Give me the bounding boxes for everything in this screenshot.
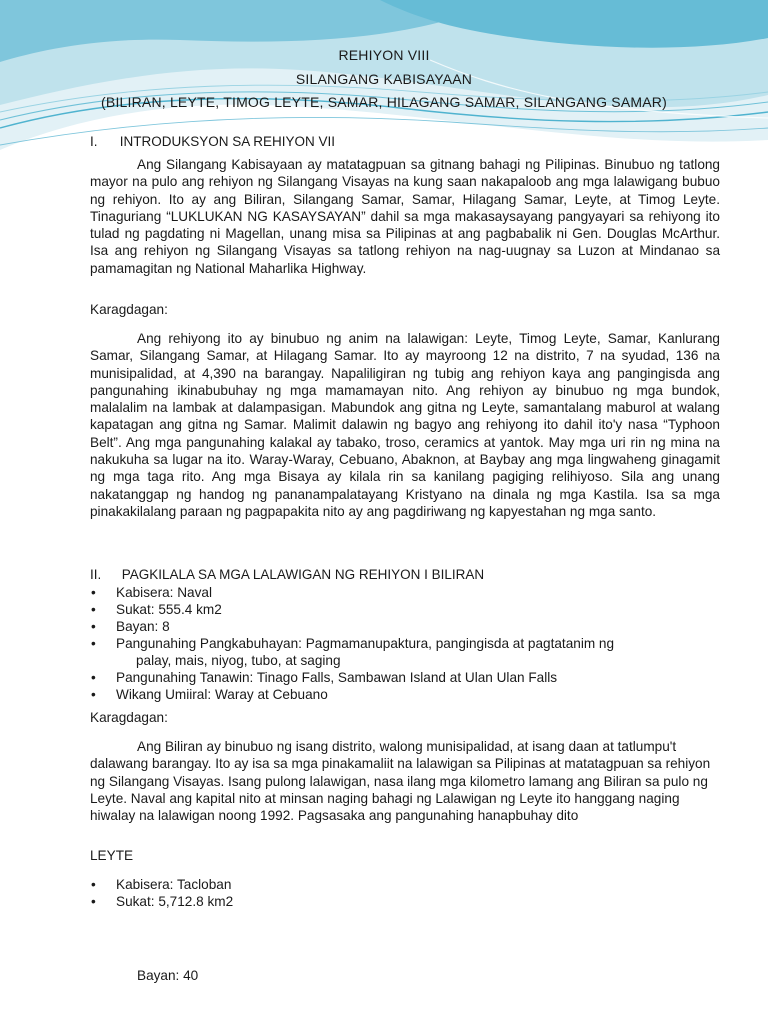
list-item: • Pangunahing Pangkabuhayan: Pagmamanupaktura, pangingisda at pagtatanim ng palay, mais, niyog, tubo, at saging bbox=[90, 635, 730, 669]
list-item: • Sukat: 555.4 km2 bbox=[90, 601, 730, 618]
section-1-paragraph: Ang Silangang Kabisayaan ay matatagpuan sa gitnang bahagi ng Pilipinas. Binubuo ng tatlong mayor na pulo ang rehiyon ng Silangang Visayas na kung saan nakapaloob ang mga lalawigang bubuo ng rehiyon. Ito ay ang Biliran, Silangang Samar, Samar, Hilagang Samar, Leyte, at Timog Leyte. Tinaguriang “LUKLUKAN NG KASAYSAYAN” dahil sa mga makasaysayang pangyayari sa rehiyong ito tulad ng pagdating ni Magellan, unang misa sa Pilipinas at ang pagbabalik ni Gen. Douglas McArthur. Isa ang rehiyon ng Silangang Visayas sa tatlong rehiyon na nag-uugnay sa Luzon at Mindanao sa pamamagitan ng National Maharlika Highway. bbox=[90, 157, 720, 276]
leyte-bayan: Bayan: 40 bbox=[137, 968, 199, 983]
section-1-heading bbox=[90, 134, 335, 149]
list-item-continuation: palay, mais, niyog, tubo, at saging bbox=[136, 653, 341, 668]
section-2-title: PAGKILALA SA MGA LALAWIGAN NG REHIYON I BILIRAN bbox=[121, 567, 485, 582]
list-item: • Sukat: 5,712.8 km2 bbox=[90, 893, 730, 910]
list-item: • Bayan: 8 bbox=[90, 618, 730, 635]
leyte-facts-list bbox=[90, 876, 730, 910]
karagdagan-label-2: Karagdagan: bbox=[90, 710, 168, 725]
section-2-number: II. bbox=[90, 567, 102, 582]
region-subtitle: SILANGANG KABISAYAAN bbox=[295, 71, 473, 87]
region-title: REHIYON VIII bbox=[338, 47, 430, 63]
karagdagan-paragraph-1: Ang rehiyong ito ay binubuo ng anim na lalawigan: Leyte, Timog Leyte, Samar, Kanlurang Samar, Silangang Samar, at Hilagang Samar. Ito ay mayroong 12 na distrito, 7 na syudad, 136 na munisipalidad, at 4,390 na barangay. Napaliligiran ng tubig ang rehiyon kaya ang pangingisda ang pangunahing ikinabubuhay ng mga mamamayan nito. Ang rehiyon ay binubuo ng mga bundok, malalalim na lambak at dalampasigan. Mabundok ang gitna ng Leyte, samantalang maburol at walang kapatagan ang gitna ng Samar. Malimit dalawin ng bagyo ang rehiyong ito dahil ito'y nasa “Typhoon Belt”. Ang mga pangunahing kalakal ay tabako, troso, ceramics at yantok. May mga uri rin ng mina na nakukuha sa lugar na ito. Waray-Waray, Cebuano, Abaknon, at Baybay ang mga lingwaheng ginagamit ng mga taga rito. Ang mga Bisaya ay kilala rin sa kanilang pagiging relihiyoso. Sila ang unang nakatanggap ng handog ng pananampalatayang Kristyano na dinala ng mga Kastila. Isa sa mga pinakakilalang paraan ng pagpapakita nito ay ang pagdiriwang ng kapyestahan ng mga santo. bbox=[90, 331, 720, 519]
biliran-facts-list bbox=[90, 584, 730, 703]
section-1-title: INTRODUKSYON SA REHIYON VII bbox=[119, 134, 336, 149]
list-item: • Wikang Umiiral: Waray at Cebuano bbox=[90, 686, 730, 703]
leyte-heading: LEYTE bbox=[90, 848, 134, 863]
list-item: • Pangunahing Tanawin: Tinago Falls, Sambawan Island at Ulan Ulan Falls bbox=[90, 669, 730, 686]
province-list-title: (BILIRAN, LEYTE, TIMOG LEYTE, SAMAR, HILAGANG SAMAR, SILANGANG SAMAR) bbox=[101, 94, 667, 110]
section-2-heading bbox=[90, 567, 484, 582]
karagdagan-label-1: Karagdagan: bbox=[90, 302, 168, 317]
list-item: • Kabisera: Tacloban bbox=[90, 876, 730, 893]
section-1-number: I. bbox=[90, 134, 98, 149]
karagdagan-paragraph-2: Ang Biliran ay binubuo ng isang distrito, walong munisipalidad, at isang daan at tatlumpu't dalawang barangay. Ito ay isa sa mga pinakamaliit na lalawigan sa Pilipinas at matatagpuan sa rehiyon ng Silangang Visayas. Isang pulong lalawigan, nasa ilang mga kilometro lamang ang Biliran sa pulo ng Leyte. Naval ang kapital nito at minsan naging bahagi ng Lalawigan ng Leyte ito hanggang naging hiwalay na lalawigan noong 1992. Pagsasaka ang pangunahing hanapbuhay dito bbox=[90, 739, 711, 824]
list-item: • Kabisera: Naval bbox=[90, 584, 730, 601]
